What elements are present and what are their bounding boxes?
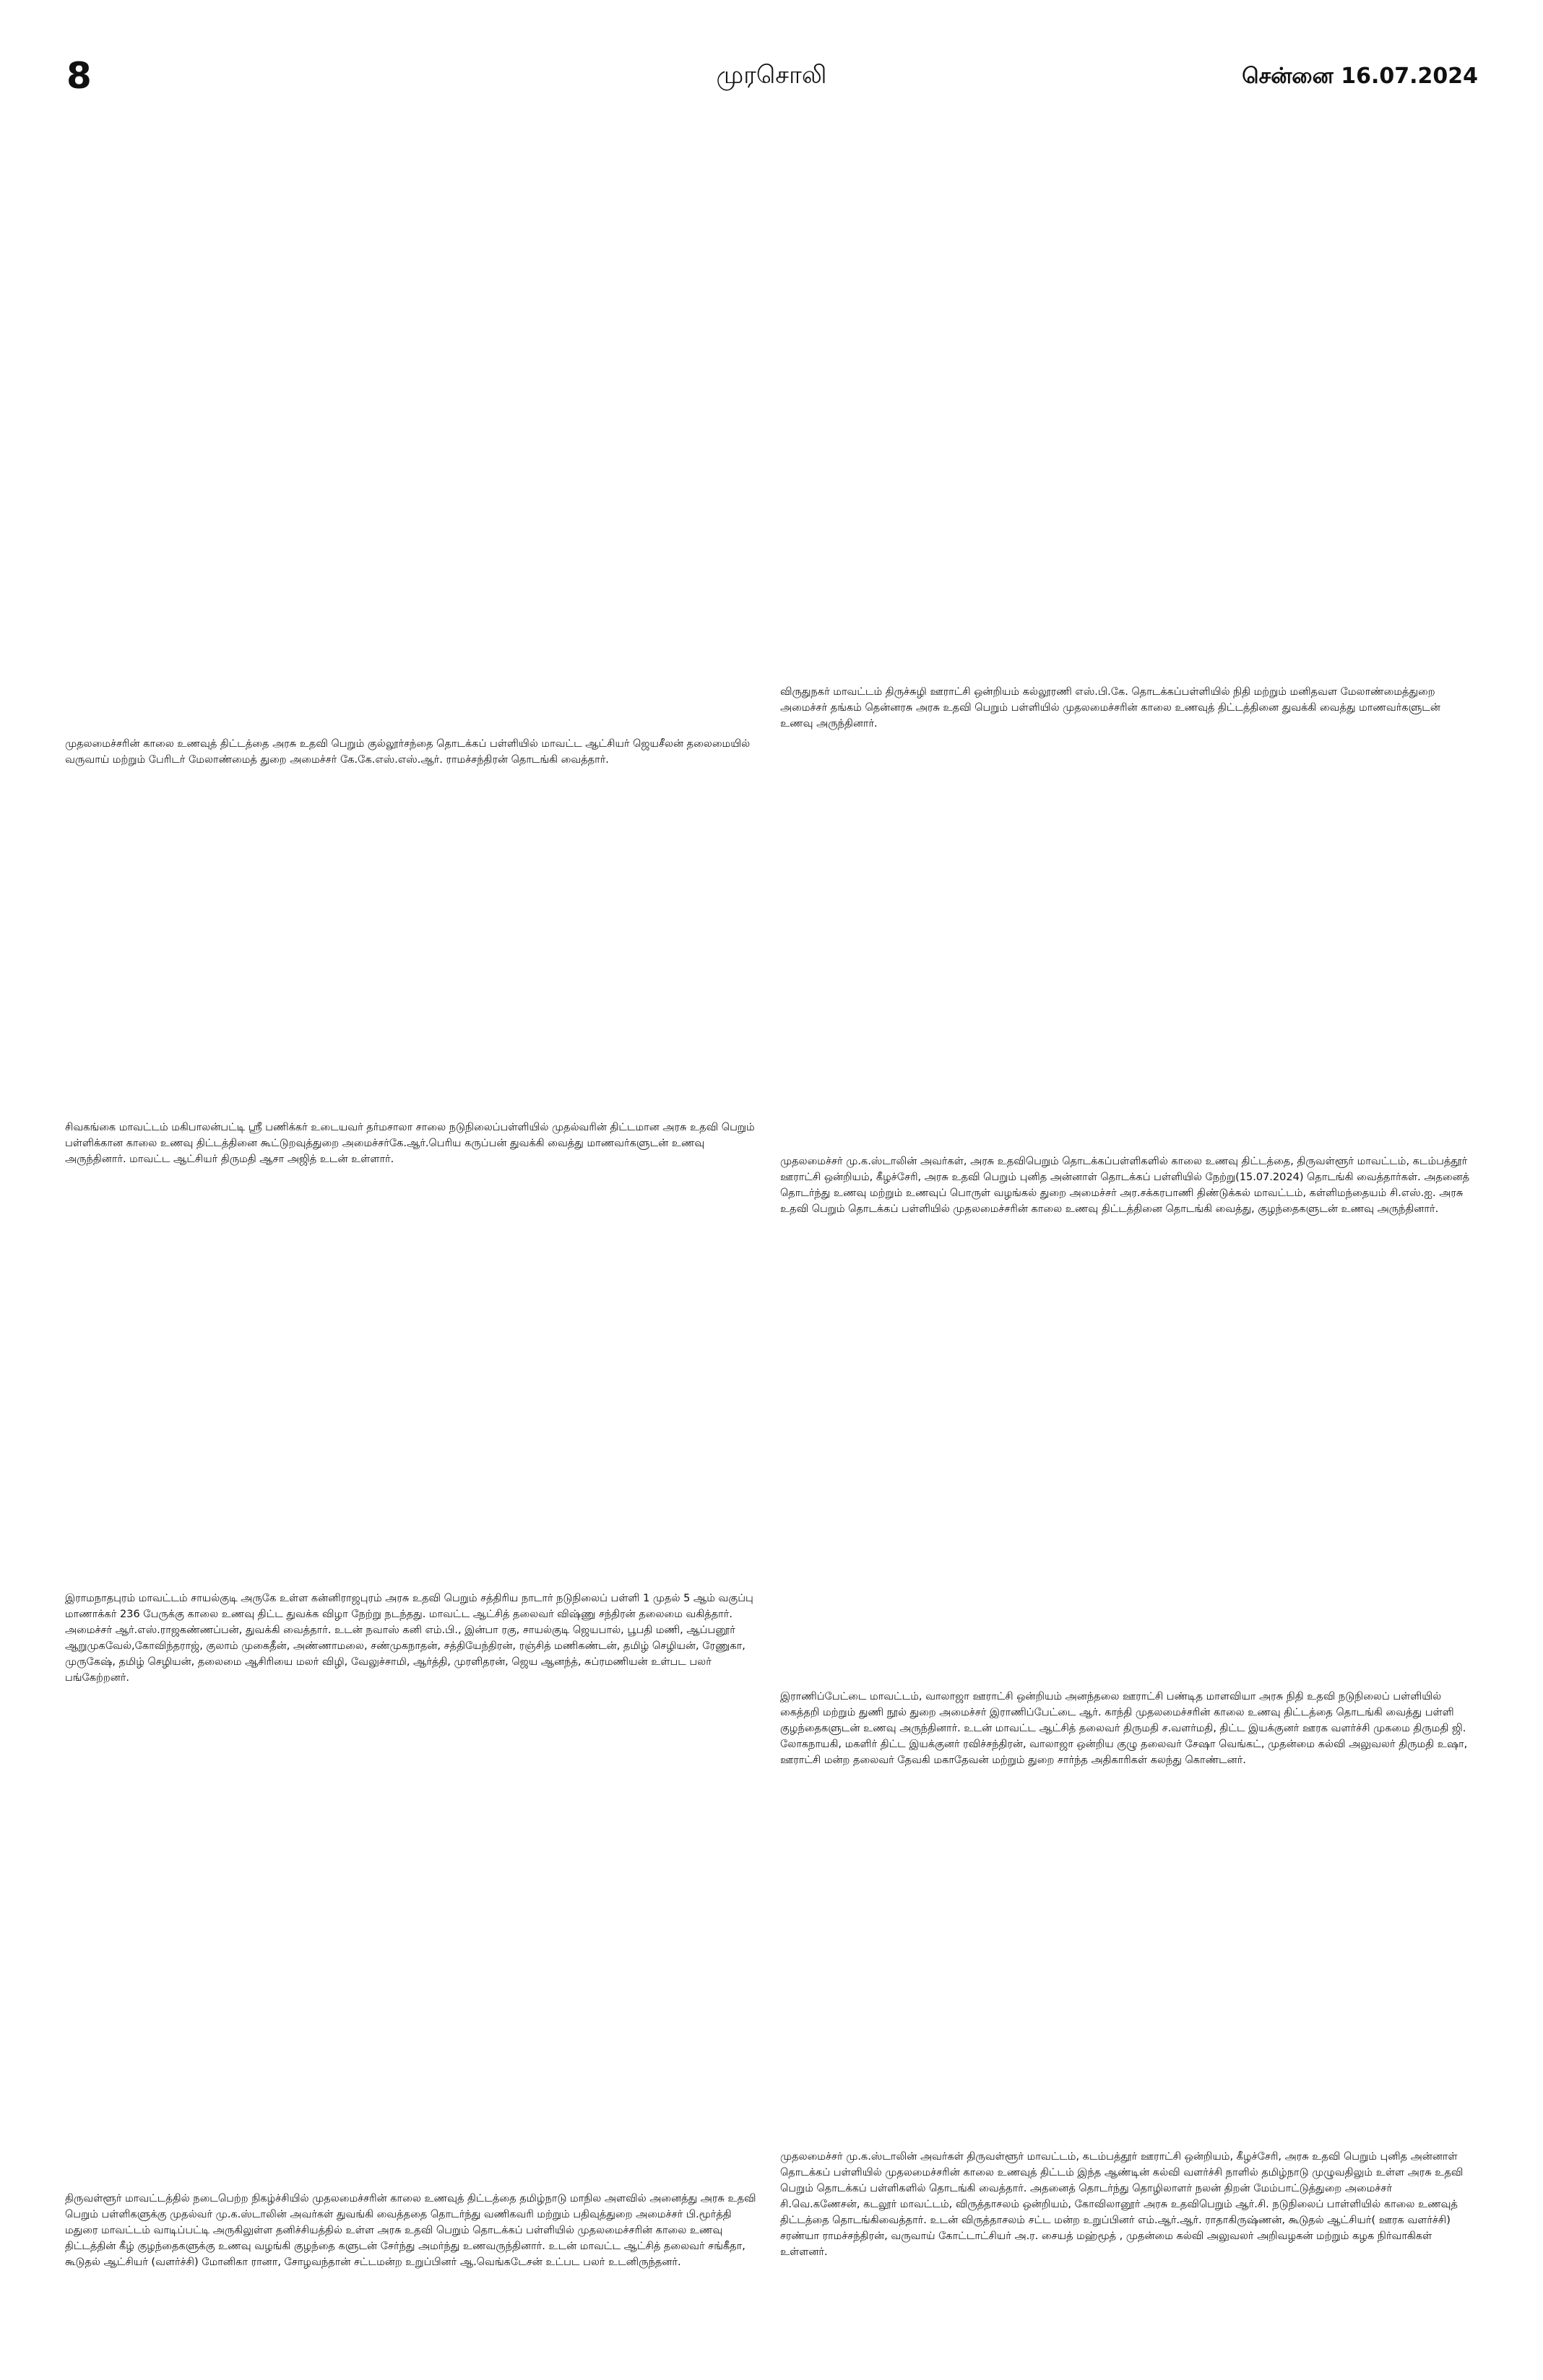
caption-cuddalore: முதலமைச்சர் மு.க.ஸ்டாலின் அவர்கள் திருவள்ளூர் மாவட்டம், கடம்பத்தூர் ஊராட்சி ஒன்றியம், கீழச்சேரி, அரசு உதவி பெறும் புனித அன்னாள் தொடக்கப் பள்ளியில் முதலமைச்சரின் காலை உணவுத் திட்டம் இந்த ஆண்டின் கல்வி வளர்ச்சி நாளில் தமிழ்நாடு முழுவதிலும் உள்ள அரசு உதவி பெறும் தொடக்கப் பள்ளிகளில் தொடங்கி வைத்தார். அதனைத் தொடர்ந்து தொழிலாளர் நலன் திறன் மேம்பாட்டுத்துறை அமைச்சர் சி.வெ.கணேசன், கடலூர் மாவட்டம், விருத்தாசலம் ஒன்றியம், கோவிலானூர் அரசு உதவிபெறும் ஆர்.சி. நடுநிலைப் பாள்ளியில் காலை உணவுத் திட்டத்தை தொடங்கிவைத்தார். உடன் விருத்தாசலம் சட்ட மன்ற உறுப்பினர் எம்.ஆர்.ஆர். ராதாகிருஷ்ணன், கூடுதல் ஆட்சியர்( ஊரக வளர்ச்சி) சரண்யா ராமச்சந்திரன், வருவாய் கோட்டாட்சியர் அ.ர. சையத் மஹ்மூத் , முதன்மை கல்வி அலுவலர் அறிவழகன் மற்றும் கழக நிர்வாகிகள் உள்ளனர். bbox=[780, 2151, 1464, 2258]
caption-kullursanthai: முதலமைச்சரின் காலை உணவுத் திட்டத்தை அரசு உதவி பெறும் குல்லூர்சந்தை தொடக்கப் பள்ளியில் மாவட்ட ஆட்சியர் ஜெயசீலன் தலைமையில் வருவாய் மற்றும் பேரிடர் மேலாண்மைத் துறை அமைச்சர் கே.கே.எஸ்.எஸ்.ஆர். ராமச்சந்திரன் தொடங்கி வைத்தார். bbox=[65, 738, 751, 766]
caption-dindigul: முதலமைச்சர் மு.க.ஸ்டாலின் அவர்கள், அரசு உதவிபெறும் தொடக்கப்பள்ளிகளில் காலை உணவு திட்டத்தை, திருவள்ளூர் மாவட்டம், கடம்பத்தூர் ஊராட்சி ஒன்றியம், கீழச்சேரி, அரசு உதவி பெறும் புனித அன்னாள் தொடக்கப் பள்ளியில் நேற்று(15.07.2024) தொடங்கி வைத்தார்கள். அதனைத் தொடர்ந்து உணவு மற்றும் உணவுப் பொருள் வழங்கல் துறை அமைச்சர் அர.சக்கரபாணி திண்டுக்கல் மாவட்டம், கள்ளிமந்தையம் சி.எஸ்.ஐ. அரசு உதவி பெறும் தொடக்கப் பள்ளியில் முதலமைச்சரின் காலை உணவு திட்டத்தினை தொடங்கி வைத்து, குழந்தைகளுடன் உணவு அருந்தினார். bbox=[780, 1156, 1470, 1215]
caption-virudhunagar: விருதுநகர் மாவட்டம் திருச்சுழி ஊராட்சி ஒன்றியம் கல்லூரணி எஸ்.பி.கே. தொடக்கப்பள்ளியில் நிதி மற்றும் மனிதவள மேலாண்மைத்துறை அமைச்சர் தங்கம் தென்னரசு அரசு உதவி பெறும் பள்ளியில் முதலமைச்சரின் காலை உணவுத் திட்டத்தினை துவக்கி வைத்து மாணவர்களுடன் உணவு அருந்தினார். bbox=[780, 686, 1440, 730]
caption-madurai: திருவள்ளூர் மாவட்டத்தில் நடைபெற்ற நிகழ்ச்சியில் முதலமைச்சரின் காலை உணவுத் திட்டத்தை தமிழ்நாடு மாநில அளவில் அனைத்து அரசு உதவி பெறும் பள்ளிகளுக்கு முதல்வர் மு.க.ஸ்டாலின் அவர்கள் துவங்கி வைத்ததை தொடர்ந்து வணிகவரி மற்றும் பதிவுத்துறை அமைச்சர் பி.மூர்த்தி மதுரை மாவட்டம் வாடிப்பட்டி அருகிலுள்ள தனிச்சியத்தில் உள்ள அரசு உதவி பெறும் தொடக்கப் பள்ளியில் முதலமைச்சரின் காலை உணவு திட்டத்தின் கீழ் குழந்தைகளுக்கு உணவு வழங்கி குழந்தை களுடன் சேர்ந்து அமர்ந்து உணவருந்தினார். உடன் மாவட்ட ஆட்சித் தலைவர் சங்கீதா, கூடுதல் ஆட்சியர் (வளர்ச்சி) மோனிகா ரானா, சோழவந்தான் சட்டமன்ற உறுப்பினர் ஆ.வெங்கடேசன் உட்பட பலர் உடனிருந்தனர். bbox=[65, 2193, 756, 2268]
caption-sivagangai: சிவகங்கை மாவட்டம் மகிபாலன்பட்டி ஸ்ரீ பணிக்கர் உடையவர் தர்மசாலா சாலை நடுநிலைப்பள்ளியில் முதல்வரின் திட்டமான அரசு உதவி பெறும் பள்ளிக்கான காலை உணவு திட்டத்தினை கூட்டுறவுத்துறை அமைச்சர்கே.ஆர்.பெரிய கருப்பன் துவக்கி வைத்து மாணவர்களுடன் உணவு அருந்தினார். மாவட்ட ஆட்சியர் திருமதி ஆசா அஜித் உடன் உள்ளார். bbox=[65, 1122, 755, 1165]
publication-name: முரசொலி bbox=[716, 61, 827, 90]
page-number: 8 bbox=[66, 55, 92, 97]
dateline: சென்னை 16.07.2024 bbox=[1242, 64, 1478, 89]
caption-ramanathapuram: இராமநாதபுரம் மாவட்டம் சாயல்குடி அருகே உள்ள கன்னிராஜபுரம் அரசு உதவி பெறும் சத்திரிய நாடார் நடுநிலைப் பள்ளி 1 முதல் 5 ஆம் வகுப்பு மாணாக்கர் 236 பேருக்கு காலை உணவு திட்ட துவக்க விழா நேற்று நடந்தது. மாவட்ட ஆட்சித் தலைவர் விஷ்ணு சந்திரன் தலைமை வகித்தார். அமைச்சர் ஆர்.எஸ்.ராஜகண்ணப்பன், துவக்கி வைத்தார். உடன் நவாஸ் கனி எம்.பி., இன்பா ரகு, சாயல்குடி ஜெயபால், பூபதி மணி, ஆப்பனூர் ஆறுமுகவேல்,கோவிந்தராஜ், குலாம் முகைதீன், அண்ணாமலை, சண்முகநாதன், சத்தியேந்திரன், ரஞ்சித் மணிகண்டன், தமிழ் செழியன், ரேணுகா, முருகேஷ், தமிழ் செழியன், தலைமை ஆசிரியை மலர் விழி, வேலுச்சாமி, ஆர்த்தி, முரளிதரன், ஜெய ஆனந்த், சுப்ரமணியன் உள்பட பலர் பங்கேற்றனர். bbox=[65, 1593, 753, 1684]
caption-ranipet: இராணிப்பேட்டை மாவட்டம், வாலாஜா ஊராட்சி ஒன்றியம் அனந்தலை ஊராட்சி பண்டித மாளவியா அரசு நிதி உதவி நடுநிலைப் பள்ளியில் கைத்தறி மற்றும் துணி நூல் துறை அமைச்சர் இராணிப்பேட்டை ஆர். காந்தி முதலமைச்சரின் காலை உணவு திட்டத்தை தொடங்கி வைத்து பள்ளி குழந்தைகளுடன் உணவு அருந்தினார். உடன் மாவட்ட ஆட்சித் தலைவர் திருமதி ச.வளர்மதி, திட்ட இயக்குனர் ஊரக வளர்ச்சி முகமை திருமதி ஜி. லோகநாயகி, மகளிர் திட்ட இயக்குனர் ரவிச்சந்திரன், வாலாஜா ஒன்றிய குழு தலைவர் சேஷா வெங்கட், முதன்மை கல்வி அலுவலர் திருமதி உஷா, ஊராட்சி மன்ற தலைவர் தேவகி மகாதேவன் மற்றும் துறை சார்ந்த அதிகாரிகள் கலந்து கொண்டனர். bbox=[780, 1691, 1468, 1766]
